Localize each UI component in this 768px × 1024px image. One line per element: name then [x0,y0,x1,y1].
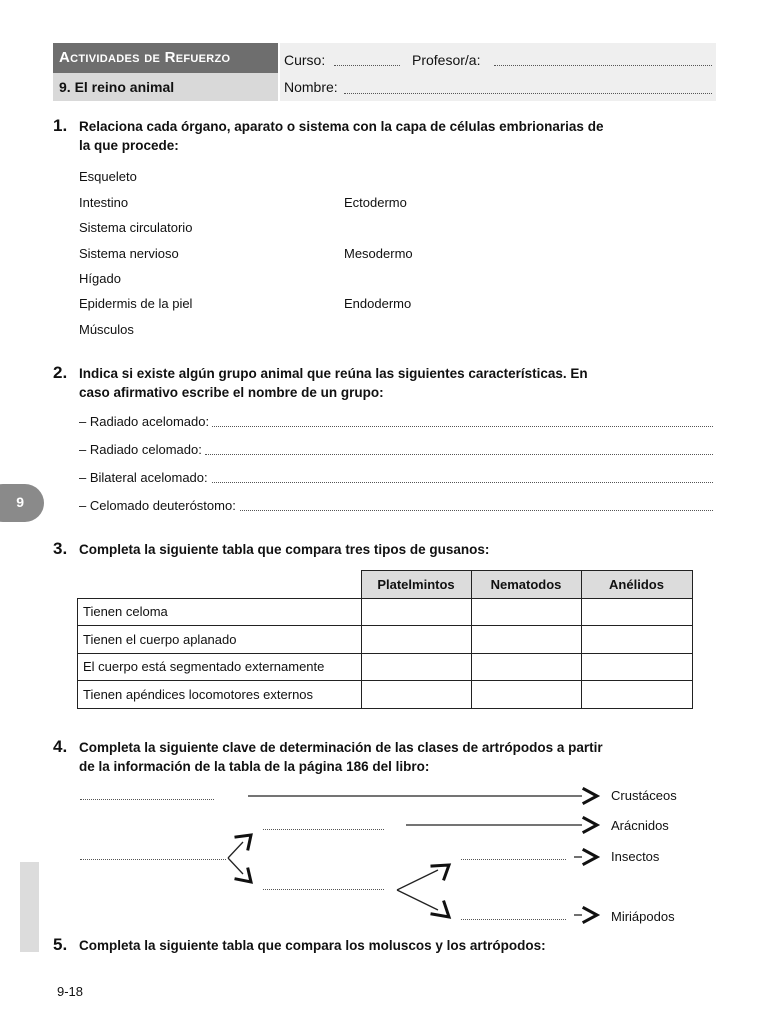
table-cell[interactable] [581,626,692,654]
table-cell[interactable] [471,626,581,654]
q2-item: – Bilateral acelomado: [79,470,208,485]
q2-text-line1: Indica si existe algún grupo animal que reúna las siguientes características. En [79,366,588,381]
name-label: Nombre: [284,79,338,95]
q2-answer-field[interactable] [212,482,713,483]
q3-number: 3. [53,539,68,558]
q2-item: – Radiado celomado: [79,442,202,457]
q1-item: Intestino [79,195,129,210]
table-row-label: Tienen apéndices locomotores externos [78,681,362,709]
q1-text-line1: Relaciona cada órgano, aparato o sistema con la capa de células embrionarias de [79,119,604,134]
table-cell[interactable] [361,598,471,626]
header-title: Actividades de Refuerzo [53,43,278,73]
q5-number: 5. [53,935,68,954]
arrow-right-icon [584,789,597,803]
q1-layer: Endodermo [344,296,412,311]
key-class-label: Miriápodos [611,909,675,924]
key-class-label: Insectos [611,849,660,864]
table-cell[interactable] [581,681,692,709]
table-row [78,598,693,626]
table-corner [78,571,362,599]
table-cell[interactable] [471,598,581,626]
table-row [78,653,693,681]
q1-item: Sistema nervioso [79,246,179,261]
page-number: 9-18 [57,984,84,999]
q1-item: Músculos [79,322,134,337]
table-row-label: Tienen celoma [78,598,362,626]
q1-item: Epidermis de la piel [79,296,193,311]
header-course-row [280,43,716,73]
arrow-down-right-icon [236,869,251,882]
q3-text: Completa la siguiente tabla que compara tres tipos de gusanos: [79,542,490,557]
branch-line [228,858,243,874]
q2-answer-field[interactable] [212,426,713,427]
branch-line [228,842,243,858]
key-class-label: Arácnidos [611,818,669,833]
course-label: Curso: [284,52,326,68]
table-cell[interactable] [361,681,471,709]
table-column-header: Platelmintos [361,571,471,599]
table-column-header: Nematodos [471,571,581,599]
q2-answer-field[interactable] [205,454,713,455]
q2-number: 2. [53,363,68,382]
worms-table [77,570,693,709]
arrow-down-right-icon [432,902,449,917]
arrow-right-icon [584,908,597,922]
teacher-field[interactable] [494,65,712,66]
name-field[interactable] [344,93,712,94]
course-field[interactable] [334,65,400,66]
q2-item: – Radiado acelomado: [79,414,210,429]
branch-line [397,870,438,890]
q5-text: Completa la siguiente tabla que compara los moluscos y los artrópodos: [79,938,546,953]
table-row-label: El cuerpo está segmentado externamente [78,653,362,681]
chapter-tab: 9 [0,484,44,522]
q2-item: – Celomado deuteróstomo: [79,498,236,513]
table-cell[interactable] [471,681,581,709]
q2-answer-field[interactable] [240,510,713,511]
q1-layer: Ectodermo [344,195,407,210]
table-row [78,626,693,654]
q4-text-line2: de la información de la tabla de la página 186 del libro: [79,759,430,774]
table-cell[interactable] [361,653,471,681]
q4-text-line1: Completa la siguiente clave de determinación de las clases de artrópodos a partir [79,740,603,755]
table-cell[interactable] [361,626,471,654]
q1-layer: Mesodermo [344,246,413,261]
header-name-row [280,73,716,101]
q4-number: 4. [53,737,68,756]
key-class-label: Crustáceos [611,788,677,803]
table-row [78,681,693,709]
arrow-right-icon [584,818,597,832]
q1-number: 1. [53,116,68,135]
q1-text-line2: la que procede: [79,138,179,153]
q1-item: Hígado [79,271,121,286]
teacher-label: Profesor/a: [412,52,481,68]
table-cell[interactable] [581,653,692,681]
q1-item: Esqueleto [79,169,137,184]
unit-title: 9. El reino animal [53,73,278,101]
q2-text-line2: caso afirmativo escribe el nombre de un grupo: [79,385,384,400]
table-header-row [78,571,693,599]
q1-item: Sistema circulatorio [79,220,193,235]
table-cell[interactable] [471,653,581,681]
branch-line [397,890,438,910]
table-row-label: Tienen el cuerpo aplanado [78,626,362,654]
table-column-header: Anélidos [581,571,692,599]
arrow-right-icon [584,850,597,864]
table-cell[interactable] [581,598,692,626]
